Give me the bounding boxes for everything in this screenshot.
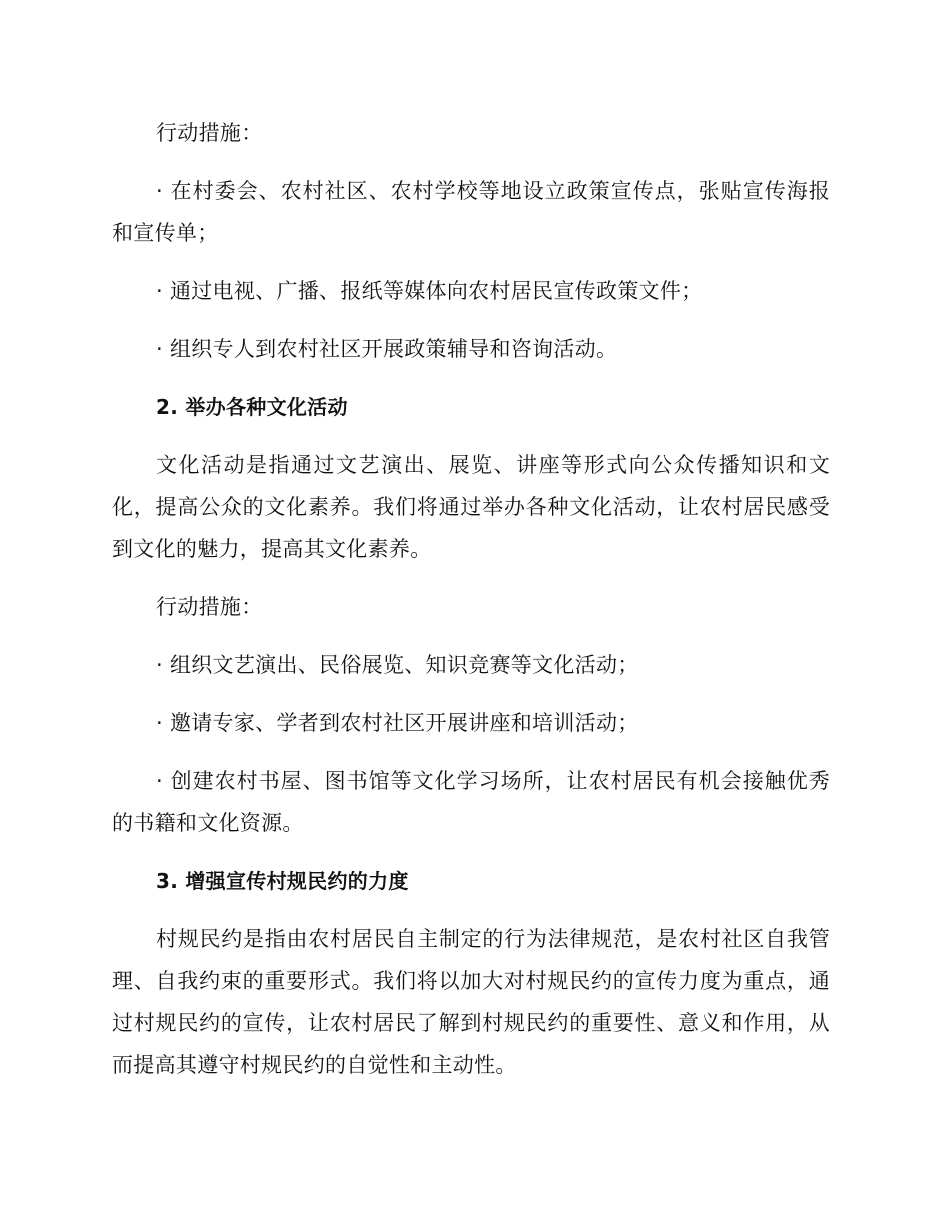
body-paragraph: 文化活动是指通过文艺演出、展览、讲座等形式向公众传播知识和文化，提高公众的文化素养。我们将通过举办各种文化活动，让农村居民感受到文化的魅力，提高其文化素养。 bbox=[112, 453, 830, 561]
bullet-item: · 邀请专家、学者到农村社区开展讲座和培训活动； bbox=[156, 711, 639, 735]
document-content bbox=[112, 112, 830, 1102]
actions-label: 行动措施： bbox=[156, 595, 263, 619]
bullet-item: · 通过电视、广播、报纸等媒体向农村居民宣传政策文件； bbox=[156, 279, 703, 303]
bullet-item: · 创建农村书屋、图书馆等文化学习场所，让农村居民有机会接触优秀的书籍和文化资源。 bbox=[112, 769, 830, 835]
section-heading: 3. 增强宣传村规民约的力度 bbox=[156, 869, 409, 893]
bullet-item: · 在村委会、农村社区、农村学校等地设立政策宣传点，张贴宣传海报和宣传单； bbox=[112, 179, 830, 245]
bullet-item: · 组织专人到农村社区开展政策辅导和咨询活动。 bbox=[156, 337, 618, 361]
bullet-item: · 组织文艺演出、民俗展览、知识竞赛等文化活动； bbox=[156, 653, 639, 677]
body-paragraph: 村规民约是指由农村居民自主制定的行为法律规范，是农村社区自我管理、自我约束的重要形式。我们将以加大对村规民约的宣传力度为重点，通过村规民约的宣传，让农村居民了解到村规民约的重要性、意义和作用，从而提高其遵守村规民约的自觉性和主动性。 bbox=[112, 927, 830, 1077]
actions-label: 行动措施： bbox=[156, 121, 263, 145]
section-heading: 2. 举办各种文化活动 bbox=[156, 395, 348, 419]
